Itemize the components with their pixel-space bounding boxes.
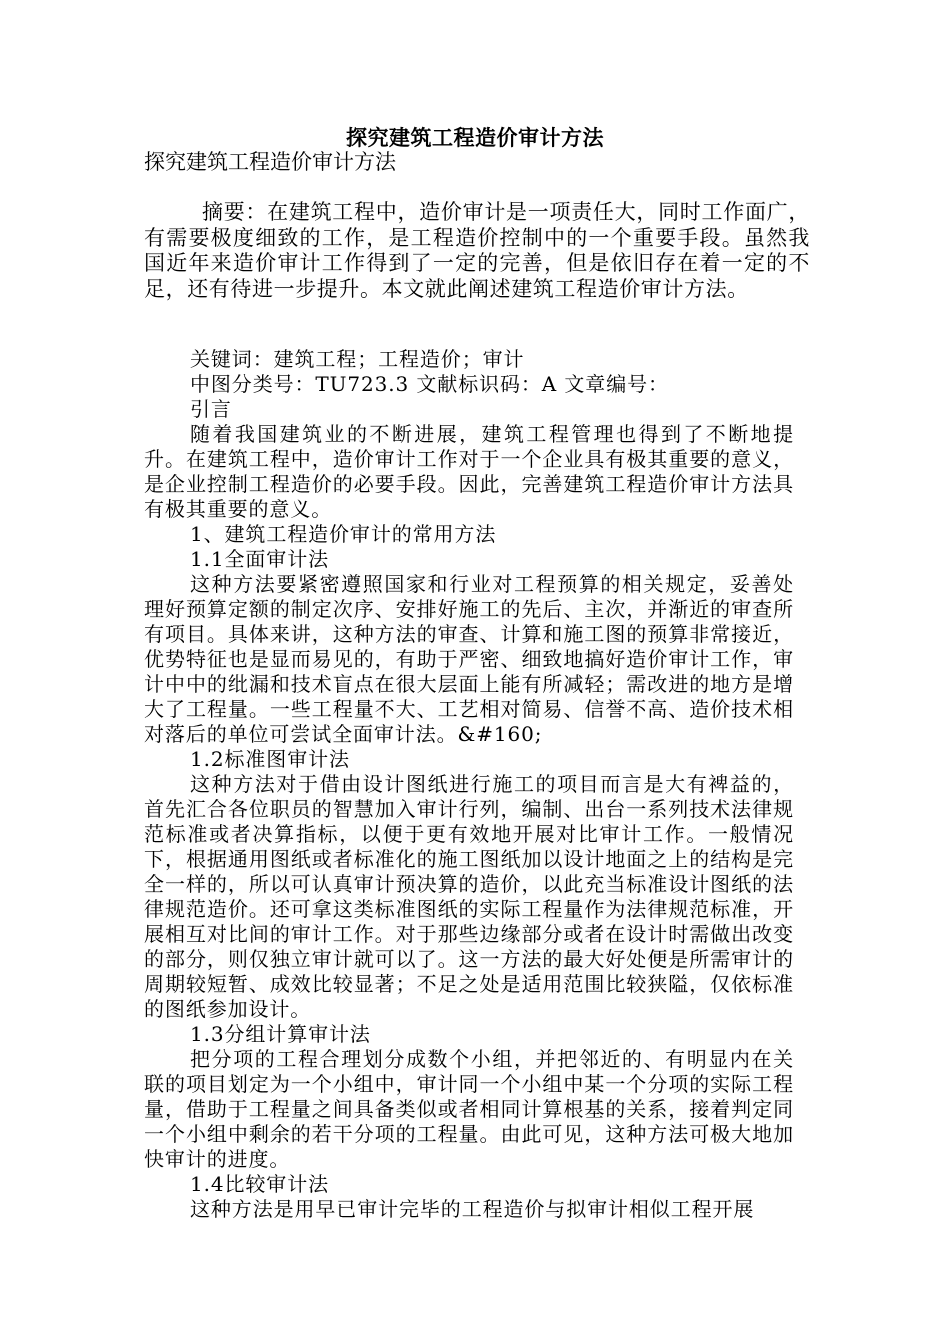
body-paragraph: 把分项的工程合理划分成数个小组，并把邻近的、有明显内在关联的项目划定为一个小组中，审计同一个小组中某一个分项的实际工程量，借助于工程量之间具备类似或者相同计算根基的关系，接着判定同一个小组中剩余的若干分项的工程量。由此可见，这种方法可极大地加快审计的进度。	[144, 1047, 794, 1171]
subsection-heading: 1.4比较审计法	[190, 1172, 330, 1196]
keywords-line: 关键词：建筑工程；工程造价；审计	[190, 347, 525, 371]
subsection-heading: 1.3分组计算审计法	[190, 1022, 371, 1046]
section-heading: 1、建筑工程造价审计的常用方法	[190, 522, 497, 546]
abstract-paragraph: 摘要：在建筑工程中，造价审计是一项责任大，同时工作面广，有需要极度细致的工作，是工程造价控制中的一个重要手段。虽然我国近年来造价审计工作得到了一定的完善，但是依旧存在着一定的不足，还有待进一步提升。本文就此阐述建筑工程造价审计方法。	[144, 200, 810, 301]
classification-line: 中图分类号：TU723.3 文献标识码：A 文章编号：	[190, 372, 669, 396]
document-title: 探究建筑工程造价审计方法	[346, 125, 604, 150]
body-text	[144, 347, 794, 1222]
document-subtitle: 探究建筑工程造价审计方法	[144, 150, 396, 174]
body-paragraph: 这种方法对于借由设计图纸进行施工的项目而言是大有裨益的，首先汇合各位职员的智慧加入审计行列，编制、出台一系列技术法律规范标准或者决算指标，以便于更有效地开展对比审计工作。一般情况下，根据通用图纸或者标准化的施工图纸加以设计地面之上的结构是完全一样的，所以可认真审计预决算的造价，以此充当标准设计图纸的法律规范造价。还可拿这类标准图纸的实际工程量作为法律规范标准，开展相互对比间的审计工作。对于那些边缘部分或者在设计时需做出改变的部分，则仅独立审计就可以了。这一方法的最大好处便是所需审计的周期较短暂、成效比较显著；不足之处是适用范围比较狭隘，仅依标准的图纸参加设计。	[144, 772, 794, 1021]
body-paragraph: 随着我国建筑业的不断进展，建筑工程管理也得到了不断地提升。在建筑工程中，造价审计工作对于一个企业具有极其重要的意义，是企业控制工程造价的必要手段。因此，完善建筑工程造价审计方法具有极其重要的意义。	[144, 422, 794, 521]
subsection-heading: 1.1全面审计法	[190, 547, 330, 571]
subsection-heading: 1.2标准图审计法	[190, 747, 350, 771]
section-heading-introduction: 引言	[190, 397, 232, 421]
body-paragraph: 这种方法要紧密遵照国家和行业对工程预算的相关规定，妥善处理好预算定额的制定次序、安排好施工的先后、主次，并渐近的审查所有项目。具体来讲，这种方法的审查、计算和施工图的预算非常接近，优势特征也是显而易见的，有助于严密、细致地搞好造价审计工作，审计中中的纰漏和技术盲点在很大层面上能有所减轻；需改进的地方是增大了工程量。一些工程量不大、工艺相对简易、信誉不高、造价技术相对落后的单位可尝试全面审计法。&#160;	[144, 572, 794, 746]
body-paragraph: 这种方法是用早已审计完毕的工程造价与拟审计相似工程开展	[190, 1197, 755, 1221]
